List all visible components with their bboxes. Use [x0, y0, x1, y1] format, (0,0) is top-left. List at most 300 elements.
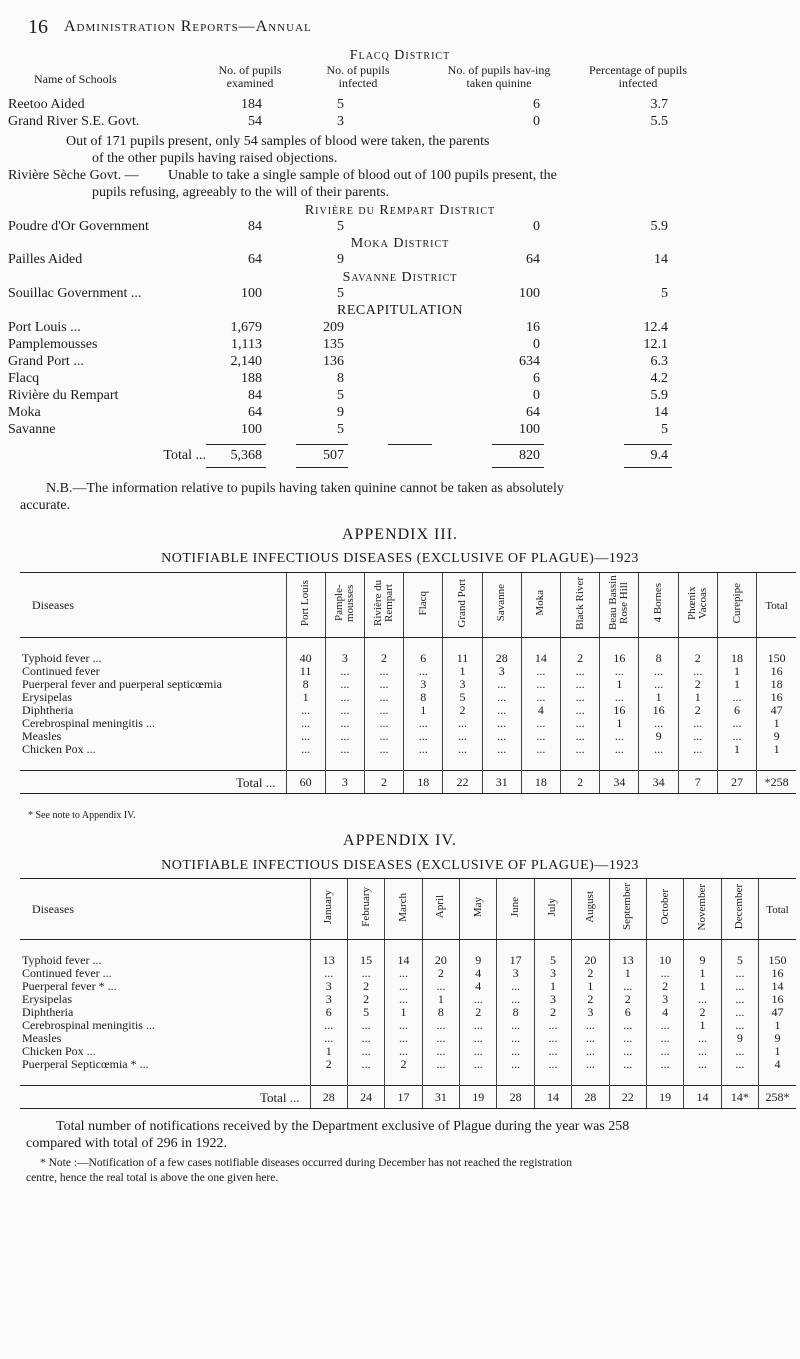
row-value: ...: [460, 1045, 497, 1058]
row-value: ...: [609, 1019, 646, 1032]
school-name: Pamplemousses: [8, 337, 98, 352]
row-value: 1: [717, 665, 756, 678]
row-value: ...: [482, 717, 521, 730]
row-value: 20: [422, 954, 459, 967]
school-name: Grand Port ...: [8, 354, 84, 369]
spacer-cell: [460, 1071, 497, 1086]
spacer-cell: [325, 756, 364, 771]
row-value: 150: [757, 652, 796, 665]
spacer-cell: [404, 638, 443, 653]
row-value: ...: [600, 665, 639, 678]
table-row: [20, 967, 796, 980]
column-header: [325, 573, 364, 638]
school-quinine: 6: [533, 97, 540, 112]
school-infected: 5: [337, 97, 344, 112]
row-value: 4: [646, 1006, 683, 1019]
recap-total-examined: 5,368: [230, 448, 262, 463]
school-name: Poudre d'Or Government: [8, 219, 149, 234]
row-value: 6: [404, 652, 443, 665]
row-value: ...: [364, 743, 403, 756]
table-row: [20, 743, 796, 756]
school-pct: 12.4: [643, 320, 668, 335]
row-disease-name: Puerperal Septicœmia * ...: [22, 1057, 149, 1071]
school-examined: 84: [248, 388, 262, 403]
spacer-cell: [600, 638, 639, 653]
row-value: 1: [684, 1019, 721, 1032]
row-value: ...: [364, 691, 403, 704]
col-header-percentage: Percentage of pupils infected: [589, 63, 687, 90]
column-header: [600, 573, 639, 638]
school-examined: 184: [241, 97, 262, 112]
row-value: 2: [678, 678, 717, 691]
total-value: 19: [460, 1086, 497, 1109]
row-value: 1: [717, 678, 756, 691]
row-disease-name: Typhoid fever ...: [22, 651, 102, 665]
row-value: 1: [534, 980, 571, 993]
column-header-label: Black River: [573, 576, 586, 630]
row-value: 2: [684, 1006, 721, 1019]
row-value: ...: [325, 730, 364, 743]
school-name: Grand River S.E. Govt.: [8, 114, 140, 129]
row-value: 47: [757, 704, 796, 717]
row-value: 2: [347, 993, 384, 1006]
total-value: 28: [572, 1086, 609, 1109]
row-value: ...: [717, 730, 756, 743]
row-value: ...: [364, 678, 403, 691]
row-value: ...: [561, 665, 600, 678]
row-value: ...: [497, 1058, 534, 1071]
spacer-cell: [497, 1071, 534, 1086]
spacer-cell: [759, 1071, 797, 1086]
row-value: ...: [443, 717, 482, 730]
spacer-cell: [534, 940, 571, 955]
row-value: 8: [422, 1006, 459, 1019]
column-header: [482, 573, 521, 638]
spacer-cell: [572, 940, 609, 955]
school-pct: 5.9: [650, 219, 668, 234]
row-value: ...: [497, 993, 534, 1006]
table-row: [20, 678, 796, 691]
row-value: 16: [757, 691, 796, 704]
row-value: 16: [639, 704, 678, 717]
riviere-seche-name: Rivière Sèche Govt. —: [8, 168, 139, 183]
row-value: 3: [534, 993, 571, 1006]
row-value: 6: [609, 1006, 646, 1019]
row-value: 9: [757, 730, 796, 743]
row-value: ...: [460, 993, 497, 1006]
appendix-4-table: [20, 878, 796, 1109]
column-header: [286, 573, 325, 638]
row-value: ...: [404, 665, 443, 678]
column-header-label: Rivière du Rempart: [372, 579, 396, 627]
row-value: ...: [443, 730, 482, 743]
spacer-cell: [422, 1071, 459, 1086]
row-value: 18: [757, 678, 796, 691]
total-value: 28: [310, 1086, 347, 1109]
row-value: ...: [422, 1045, 459, 1058]
row-value: ...: [325, 743, 364, 756]
column-header-label: October: [658, 889, 671, 925]
school-pct: 5.5: [650, 114, 668, 129]
row-value: 1: [286, 691, 325, 704]
column-header-label: Curepipe: [730, 582, 743, 624]
row-value: 3: [646, 993, 683, 1006]
row-value: 3: [482, 665, 521, 678]
row-value: ...: [482, 704, 521, 717]
row-value: 16: [759, 967, 797, 980]
row-value: 8: [286, 678, 325, 691]
row-value: ...: [325, 704, 364, 717]
row-value: 4: [521, 704, 560, 717]
row-value: ...: [482, 730, 521, 743]
district-heading-savanne: Savanne District: [342, 270, 458, 285]
rule: [388, 444, 432, 445]
row-disease-name: Chicken Pox ...: [22, 1044, 96, 1058]
school-infected: 3: [337, 114, 344, 129]
school-name: Rivière du Rempart: [8, 388, 119, 403]
page-number: 16: [28, 16, 48, 38]
row-value: 2: [572, 993, 609, 1006]
spacer-cell: [364, 638, 403, 653]
row-value: 1: [684, 980, 721, 993]
total-value: 28: [497, 1086, 534, 1109]
row-value: ...: [310, 1019, 347, 1032]
row-value: 5: [443, 691, 482, 704]
spacer-cell: [422, 940, 459, 955]
table-row: [20, 691, 796, 704]
recap-total-infected: 507: [323, 448, 344, 463]
spacer-cell: [20, 940, 310, 955]
school-infected: 8: [337, 371, 344, 386]
school-quinine: 0: [533, 388, 540, 403]
table-row: [20, 652, 796, 665]
row-value: 14: [759, 980, 797, 993]
column-header-label: Phœnix Vacoas: [685, 586, 709, 620]
total-row: [20, 771, 796, 794]
spacer-cell: [20, 1071, 310, 1086]
row-value: ...: [721, 1045, 758, 1058]
row-value: 3: [497, 967, 534, 980]
column-header-label: Savanne: [495, 584, 508, 622]
row-value: ...: [639, 665, 678, 678]
total-value: 22: [609, 1086, 646, 1109]
total-value: 18: [404, 771, 443, 794]
row-value: 1: [684, 967, 721, 980]
spacer-cell: [460, 940, 497, 955]
row-value: ...: [310, 967, 347, 980]
column-header: [609, 879, 646, 940]
total-value: 60: [286, 771, 325, 794]
row-value: ...: [678, 665, 717, 678]
row-value: 10: [646, 954, 683, 967]
column-header-label: Pample-mousses: [332, 584, 356, 622]
row-value: ...: [497, 980, 534, 993]
column-header-label: May: [471, 896, 484, 918]
row-value: ...: [482, 678, 521, 691]
row-value: 2: [385, 1058, 422, 1071]
row-value: ...: [385, 993, 422, 1006]
row-value: 5: [347, 1006, 384, 1019]
row-value: 20: [572, 954, 609, 967]
row-value: ...: [497, 1019, 534, 1032]
school-pct: 3.7: [650, 97, 668, 112]
column-header-label: Beau Bassin Rose Hill: [607, 575, 631, 631]
spacer-cell: [310, 1071, 347, 1086]
recap-nb-line-1: N.B.—The information relative to pupils having taken quinine cannot be taken as absolutely: [46, 481, 564, 496]
column-header-label: January: [322, 889, 335, 925]
row-value: 2: [310, 1058, 347, 1071]
row-value: ...: [325, 665, 364, 678]
appendix-4-note-1-line-2: compared with total of 296 in 1922.: [26, 1136, 228, 1151]
row-value: 2: [364, 652, 403, 665]
row-value: 2: [422, 967, 459, 980]
spacer-cell: [572, 1071, 609, 1086]
row-value: ...: [678, 730, 717, 743]
row-value: 4: [759, 1058, 797, 1071]
spacer-cell: [646, 1071, 683, 1086]
column-header-label: August: [583, 891, 596, 923]
flacq-note-line-2: of the other pupils having raised objections.: [92, 151, 338, 166]
spacer-cell: [561, 756, 600, 771]
spacer-cell: [347, 940, 384, 955]
column-header: [497, 879, 534, 940]
row-value: 9: [759, 1032, 797, 1045]
row-value: ...: [422, 1019, 459, 1032]
district-heading-riviere-du-rempart: Rivière du Rempart District: [304, 203, 496, 218]
row-value: ...: [684, 1032, 721, 1045]
spacer-cell: [534, 1071, 571, 1086]
row-value: ...: [422, 1058, 459, 1071]
column-header: [404, 573, 443, 638]
row-value: 40: [286, 652, 325, 665]
spacer-cell: [757, 638, 796, 653]
row-value: ...: [404, 717, 443, 730]
row-value: ...: [364, 704, 403, 717]
school-pct: 4.2: [650, 371, 668, 386]
row-value: ...: [364, 665, 403, 678]
school-name: Pailles Aided: [8, 252, 83, 267]
row-value: 1: [310, 1045, 347, 1058]
spacer-row: [20, 940, 796, 955]
school-examined: 100: [241, 422, 262, 437]
row-value: ...: [609, 1058, 646, 1071]
riviere-seche-line-1: Unable to take a single sample of blood out of 100 pupils present, the: [168, 168, 557, 183]
row-value: 1: [422, 993, 459, 1006]
row-value: ...: [639, 678, 678, 691]
total-value: *258: [757, 771, 796, 794]
row-value: 16: [600, 652, 639, 665]
column-header: [347, 879, 384, 940]
table-row: [20, 993, 796, 1006]
row-value: 3: [310, 993, 347, 1006]
running-title: Administration Reports—Annual: [64, 18, 312, 35]
row-value: ...: [325, 691, 364, 704]
column-header-label: April: [434, 895, 447, 919]
total-value: 34: [639, 771, 678, 794]
row-value: 8: [639, 652, 678, 665]
col-header-school: Name of Schools: [34, 72, 117, 86]
column-header-label: 4 Bornes: [652, 583, 665, 623]
row-value: 3: [572, 1006, 609, 1019]
school-infected: 9: [337, 405, 344, 420]
rule: [206, 444, 266, 445]
row-value: 47: [759, 1006, 797, 1019]
spacer-cell: [600, 756, 639, 771]
school-infected: 5: [337, 286, 344, 301]
row-value: ...: [385, 967, 422, 980]
spacer-cell: [639, 638, 678, 653]
column-header: [521, 573, 560, 638]
row-value: 1: [609, 967, 646, 980]
recap-total-quinine: 820: [519, 448, 540, 463]
row-value: ...: [721, 1019, 758, 1032]
spacer-row: [20, 638, 796, 653]
row-value: 150: [759, 954, 797, 967]
row-value: ...: [721, 980, 758, 993]
school-examined: 188: [241, 371, 262, 386]
column-header: [460, 879, 497, 940]
school-examined: 84: [248, 219, 262, 234]
school-quinine: 16: [526, 320, 540, 335]
row-value: ...: [482, 691, 521, 704]
column-header: [646, 879, 683, 940]
column-header-label: March: [396, 892, 409, 922]
row-value: 28: [482, 652, 521, 665]
row-value: 1: [717, 743, 756, 756]
row-value: ...: [521, 743, 560, 756]
rule: [296, 444, 348, 445]
row-value: ...: [534, 1058, 571, 1071]
spacer-cell: [639, 756, 678, 771]
row-value: ...: [404, 730, 443, 743]
total-value: 17: [385, 1086, 422, 1109]
total-value: 14: [534, 1086, 571, 1109]
row-value: ...: [600, 730, 639, 743]
school-quinine: 64: [526, 405, 540, 420]
column-header: [684, 879, 721, 940]
row-value: ...: [385, 1045, 422, 1058]
row-value: ...: [721, 1058, 758, 1071]
spacer-cell: [482, 756, 521, 771]
row-value: ...: [286, 717, 325, 730]
row-value: ...: [646, 1032, 683, 1045]
row-value: ...: [572, 1045, 609, 1058]
row-value: 13: [609, 954, 646, 967]
column-header: [678, 573, 717, 638]
row-value: ...: [721, 1006, 758, 1019]
row-value: ...: [325, 717, 364, 730]
column-header-diseases: Diseases: [20, 573, 286, 638]
row-value: 1: [678, 691, 717, 704]
rule: [492, 444, 544, 445]
row-value: ...: [385, 980, 422, 993]
column-header-label: February: [359, 887, 372, 927]
row-value: ...: [572, 1032, 609, 1045]
row-value: 4: [460, 967, 497, 980]
row-value: ...: [521, 678, 560, 691]
total-value: 24: [347, 1086, 384, 1109]
row-value: 17: [497, 954, 534, 967]
row-value: ...: [443, 743, 482, 756]
total-value: 18: [521, 771, 560, 794]
row-value: ...: [646, 967, 683, 980]
total-row: [20, 1086, 796, 1109]
school-examined: 100: [241, 286, 262, 301]
column-header: [364, 573, 403, 638]
school-name: Savanne: [8, 422, 56, 437]
row-value: 3: [443, 678, 482, 691]
col-header-infected: No. of pupils infected: [326, 63, 390, 90]
row-value: ...: [646, 1058, 683, 1071]
school-quinine: 100: [519, 286, 540, 301]
row-value: ...: [347, 1032, 384, 1045]
row-value: 3: [534, 967, 571, 980]
school-infected: 9: [337, 252, 344, 267]
column-header-label: Flacq: [416, 590, 429, 616]
row-value: ...: [347, 1058, 384, 1071]
spacer-cell: [286, 638, 325, 653]
row-value: 3: [325, 652, 364, 665]
row-value: 2: [609, 993, 646, 1006]
flacq-note-line-1: Out of 171 pupils present, only 54 samples of blood were taken, the parents: [66, 134, 490, 149]
school-quinine: 100: [519, 422, 540, 437]
row-value: ...: [561, 717, 600, 730]
spacer-cell: [443, 638, 482, 653]
recapitulation-heading: RECAPITULATION: [337, 303, 463, 318]
row-disease-name: Cerebrospinal meningitis ...: [22, 1018, 155, 1032]
row-value: ...: [609, 980, 646, 993]
spacer-cell: [482, 638, 521, 653]
school-infected: 209: [323, 320, 344, 335]
district-heading-moka: Moka District: [350, 236, 450, 251]
spacer-cell: [721, 1071, 758, 1086]
school-infected: 136: [323, 354, 344, 369]
row-value: ...: [600, 743, 639, 756]
total-label: Total ...: [20, 1086, 310, 1109]
school-infected: 5: [337, 388, 344, 403]
row-value: ...: [521, 665, 560, 678]
row-value: 2: [460, 1006, 497, 1019]
row-value: ...: [684, 993, 721, 1006]
row-value: ...: [609, 1045, 646, 1058]
row-value: 5: [534, 954, 571, 967]
row-value: ...: [460, 1058, 497, 1071]
column-header-label: July: [546, 897, 559, 917]
rule: [624, 467, 672, 468]
row-disease-name: Erysipelas: [22, 690, 72, 704]
row-value: 1: [757, 717, 796, 730]
appendix-4-title: APPENDIX IV.: [343, 832, 457, 849]
row-value: ...: [639, 743, 678, 756]
spacer-cell: [721, 940, 758, 955]
spacer-cell: [310, 940, 347, 955]
row-value: 4: [460, 980, 497, 993]
row-value: 2: [646, 980, 683, 993]
table-row: [20, 717, 796, 730]
row-value: ...: [572, 1058, 609, 1071]
appendix-4-note-2-line-1: * Note :—Notification of a few cases notifiable diseases occurred during December has not reached the registration: [40, 1157, 572, 1169]
school-quinine: 0: [533, 219, 540, 234]
row-value: ...: [717, 691, 756, 704]
row-disease-name: Measles: [22, 729, 62, 743]
row-value: 8: [404, 691, 443, 704]
row-value: 6: [310, 1006, 347, 1019]
rule: [624, 444, 672, 445]
column-header-label: September: [621, 883, 634, 931]
row-value: 1: [404, 704, 443, 717]
row-value: 2: [534, 1006, 571, 1019]
row-value: ...: [717, 717, 756, 730]
